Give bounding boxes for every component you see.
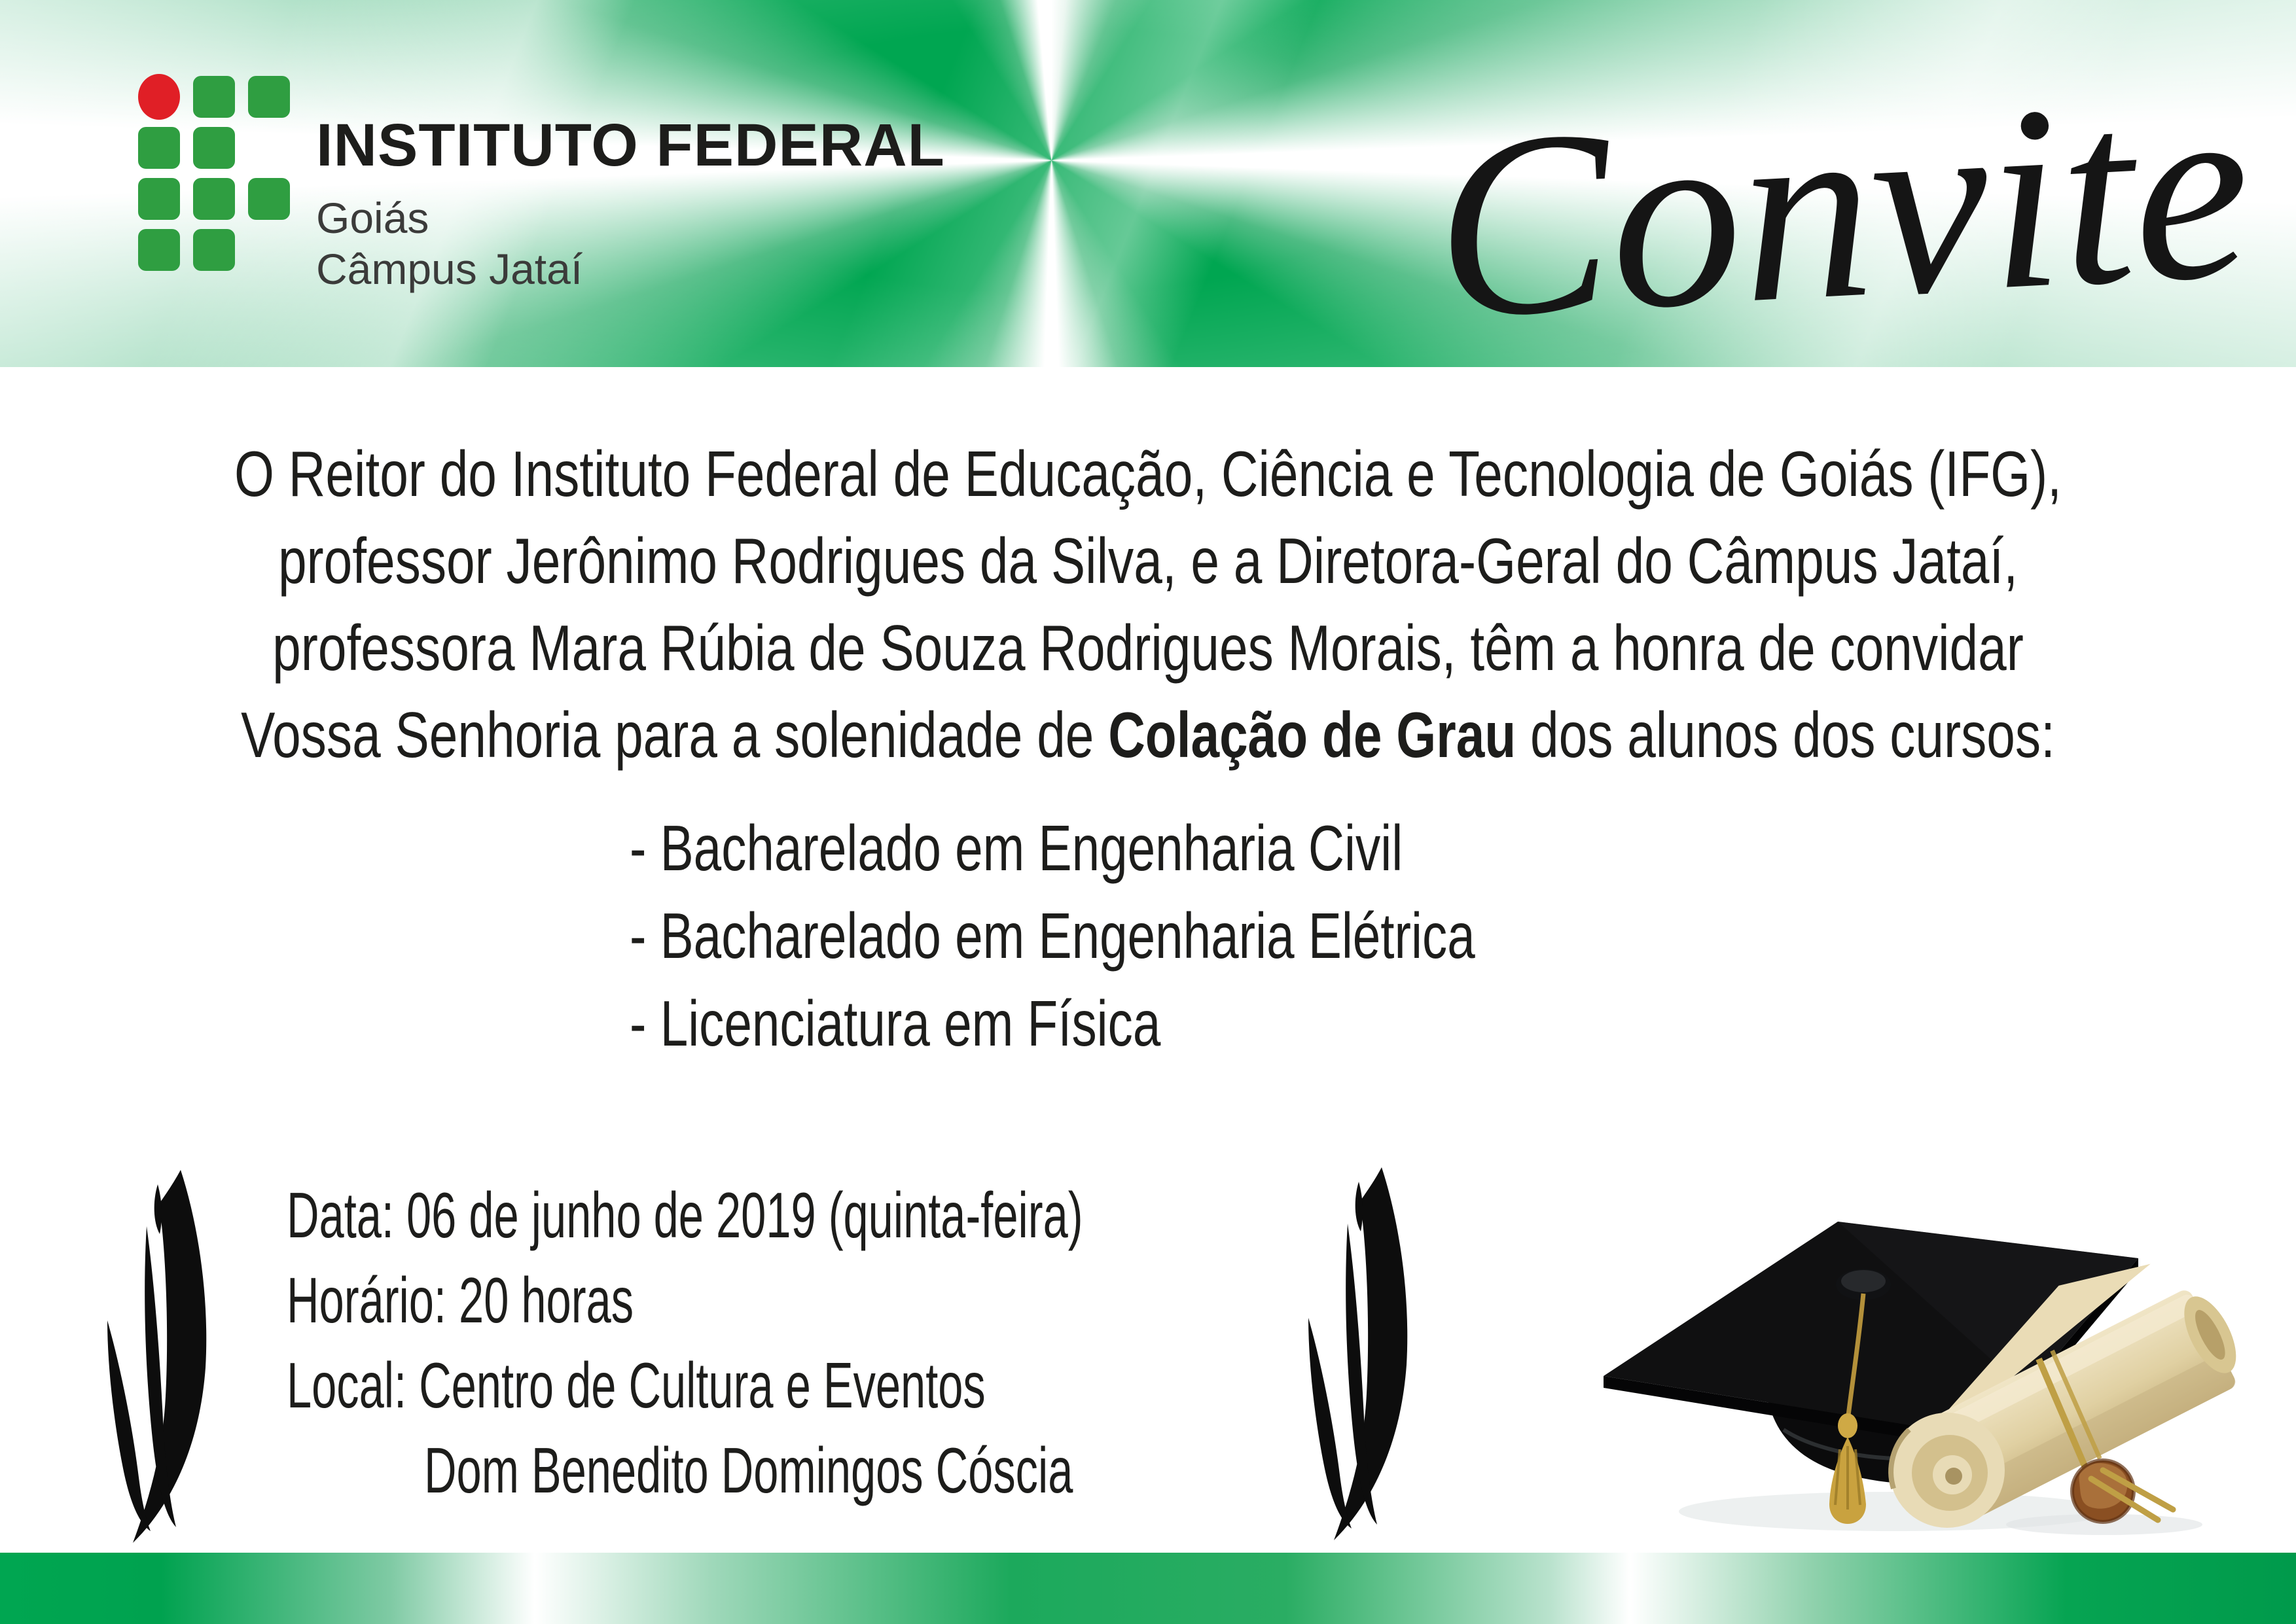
course-item: - Bacharelado em Engenharia Civil (630, 812, 1403, 884)
ifg-logo-icon (138, 76, 290, 274)
logo-square (138, 229, 180, 271)
event-date: Data: 06 de junho de 2019 (quinta-feira) (287, 1179, 1083, 1251)
event-time: Horário: 20 horas (287, 1264, 634, 1336)
invitation-line4-bold: Colação de Grau (1108, 699, 1516, 771)
logo-square (138, 127, 180, 169)
graduation-cap-diploma-image (1568, 1148, 2294, 1544)
grass-ornament-icon (1298, 1163, 1422, 1543)
logo-square (193, 76, 235, 118)
logo-square (193, 229, 235, 271)
invitation-line (230, 692, 2066, 779)
institution-state: Goiás (316, 194, 429, 242)
invitation-line: professora Mara Rúbia de Souza Rodrigues Morais, têm a honra de convidar (272, 612, 2024, 684)
invitation-line: professor Jerônimo Rodrigues da Silva, e a Diretora-Geral do Câmpus Jataí, (278, 525, 2018, 597)
institution-name: INSTITUTO FEDERAL (316, 112, 945, 179)
course-list (630, 804, 1475, 1067)
invitation-line: O Reitor do Instituto Federal de Educação, Ciência e Tecnologia de Goiás (IFG), (234, 438, 2062, 510)
tassel-knot (1838, 1413, 1857, 1438)
scroll-curl-center (1945, 1468, 1962, 1485)
event-details (287, 1173, 1083, 1513)
institution-block (316, 112, 945, 294)
logo-square (193, 178, 235, 220)
event-venue-line2: Dom Benedito Domingos Cóscia (424, 1434, 1073, 1506)
script-title: Convite (1427, 41, 2257, 374)
course-item: - Licenciatura em Física (630, 987, 1161, 1059)
event-venue-line1: Local: Centro de Cultura e Eventos (287, 1349, 986, 1421)
course-item: - Bacharelado em Engenharia Elétrica (630, 900, 1475, 972)
cap-button-highlight (1841, 1270, 1886, 1292)
invitation-text (230, 431, 2066, 779)
bottom-green-strip (0, 1553, 2296, 1624)
invitation-line4-post: dos alunos dos cursos: (1516, 699, 2055, 771)
logo-square (193, 127, 235, 169)
logo-square (138, 178, 180, 220)
logo-square (248, 76, 290, 118)
logo-red-dot (138, 74, 180, 120)
banner (0, 0, 2296, 374)
invitation-line4-pre: Vossa Senhoria para a solenidade de (241, 699, 1109, 771)
grass-ornament-icon (97, 1166, 221, 1545)
logo-square (248, 178, 290, 220)
institution-campus: Câmpus Jataí (316, 245, 583, 293)
